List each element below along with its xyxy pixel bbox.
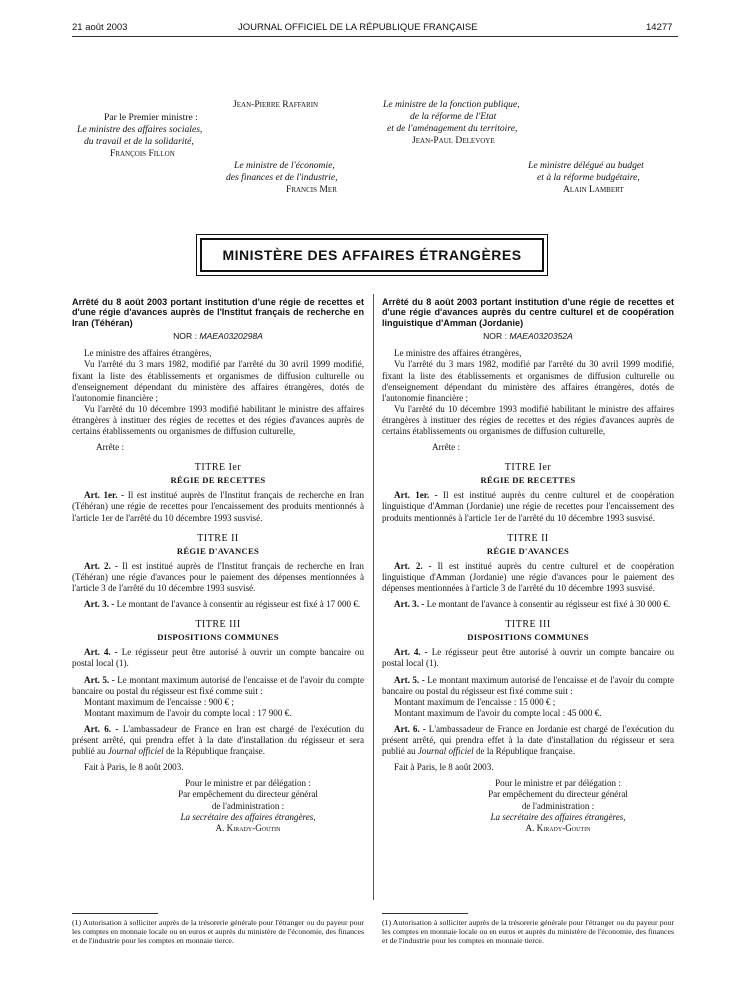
signature-fillon: François Fillon: [110, 148, 175, 159]
signature-par-pm: Par le Premier ministre :: [104, 112, 198, 123]
signature-mer: Francis Mer: [286, 184, 337, 195]
arrete-label: Arrête :: [432, 442, 461, 453]
article-6-text-end: de la République française.: [475, 746, 575, 757]
nor-label: NOR :: [173, 331, 197, 342]
article-5-text: Le montant maximum autorisé de l'encaisse et de l'avoir du compte bancaire ou postal du régisseur est fixé comme suit :: [382, 674, 674, 696]
article-6-text: L'ambassadeur de France en Iran est chargé de l'exécution du présent arrêté, qui prendra effet à la date d'installation du régisseur et sera publié au: [72, 723, 364, 757]
article-1: [72, 490, 364, 523]
signature-block: [132, 778, 364, 833]
signature-delevoye: Jean-Paul Delevoye: [412, 135, 495, 146]
nor-code: MAEA0320352A: [509, 331, 573, 342]
footnote-amman: (1) Autorisation à solliciter auprès de la trésorerie générale pour l'étranger ou du payeur pour les comptes en monnaie locale ou en euros et auprès du ministère de l'économie, des finances et de l'industrie pour les comptes en monnaie tierce.: [382, 918, 674, 946]
journal-officiel-ref: Journal officiel: [107, 746, 164, 757]
preamble-vu-1982: Vu l'arrêté du 3 mars 1982, modifié par l'arrêté du 30 avril 1999 modifié, fixant la liste des établissements et organismes de diffusion culturelle ou d'enseignement dépendant du ministère des affaires étrangères, dotés de l'autonomie financière ;: [382, 359, 674, 403]
header-rule: [72, 36, 678, 37]
arrete-label: Arrête :: [96, 442, 125, 453]
article-2-text: Il est institué auprès du centre culturel et de coopération linguistique d'Amman (Jordanie) une régie d'avances pour le paiement des dépenses mentionnées à l'article 3 de l'arrêté du 10 décembre 1993 susvisé.: [382, 560, 674, 593]
signature-budget-2: et à la réforme budgétaire,: [537, 172, 640, 183]
nor-code: MAEA0320298A: [199, 331, 263, 342]
article-2-label: Art. 2. -: [394, 560, 432, 571]
journal-officiel-ref: Journal officiel: [417, 746, 474, 757]
signature-aff-sociales-1: Le ministre des affaires sociales,: [77, 124, 203, 135]
signature-line-3: de l'administration :: [211, 800, 285, 811]
article-3: [382, 599, 674, 610]
signature-line-1: Pour le ministre et par délégation :: [495, 778, 621, 789]
signature-name: A. Kirady-Goutin: [215, 822, 281, 833]
signature-fonction-1: Le ministre de la fonction publique,: [383, 99, 520, 110]
signature-aff-sociales-2: du travail et de la solidarité,: [84, 136, 194, 147]
article-6-label: Art. 6. -: [84, 723, 119, 734]
header-page-number: 14277: [646, 22, 673, 33]
titre-3: TITRE III: [505, 619, 551, 631]
titre-1: TITRE Ier: [194, 462, 242, 474]
article-1-text: Il est institué auprès du centre culturel et de coopération linguistique d'Amman (Jordanie) une régie de recettes pour l'encaissement des produits mentionnés à l'article 1er de l'arrêté du 10 décembre 1993 susvisé.: [382, 490, 674, 523]
article-6-text-end: de la République française.: [165, 746, 265, 757]
titre-3-subtitle: DISPOSITIONS COMMUNES: [467, 632, 589, 643]
article-5-label: Art. 5. -: [84, 674, 115, 685]
decree-iran: [72, 297, 364, 834]
signature-name: A. Kirady-Goutin: [525, 822, 591, 833]
nor-label: NOR :: [483, 331, 507, 342]
signature-block: [442, 778, 674, 833]
article-2-label: Art. 2. -: [84, 560, 119, 571]
article-1-label: Art. 1er. -: [394, 490, 438, 501]
titre-1: TITRE Ier: [504, 462, 552, 474]
signature-line-4: La secrétaire des affaires étrangères,: [490, 811, 626, 822]
preamble-vu-1993: Vu l'arrêté du 10 décembre 1993 modifié habilitant le ministre des affaires étrangères à instituer des régies de recettes et des régies d'avances auprès de certains établissements ou organismes de diffusion culturelle,: [72, 403, 364, 436]
header-journal-title: JOURNAL OFFICIEL DE LA RÉPUBLIQUE FRANÇAISE: [238, 22, 478, 33]
titre-2: TITRE II: [197, 532, 239, 544]
footnote-rule: [72, 913, 158, 914]
decree-amman: [382, 297, 674, 834]
article-6: [382, 724, 674, 757]
signature-raffarin: Jean-Pierre Raffarin: [233, 99, 319, 110]
article-3-label: Art. 3. -: [84, 599, 115, 610]
article-3-label: Art. 3. -: [394, 599, 425, 610]
article-2: [382, 561, 674, 594]
article-1: [382, 490, 674, 523]
article-5-label: Art. 5. -: [394, 674, 425, 685]
ministry-heading: MINISTÈRE DES AFFAIRES ÉTRANGÈRES: [200, 238, 544, 272]
preamble-vu-1993: Vu l'arrêté du 10 décembre 1993 modifié habilitant le ministre des affaires étrangères à instituer des régies de recettes et des régies d'avances auprès de certains établissements ou organismes de diffusion culturelle,: [382, 403, 674, 436]
decree-title: Arrêté du 8 août 2003 portant institution d'une régie de recettes et d'une régie d'avances auprès du centre culturel et de coopération linguistique d'Amman (Jordanie): [382, 297, 674, 328]
signature-economie-2: des finances et de l'industrie,: [226, 172, 338, 183]
titre-2: TITRE II: [507, 532, 549, 544]
nor-reference: [72, 331, 364, 342]
footnote-iran: (1) Autorisation à solliciter auprès de la trésorerie générale pour l'étranger ou du payeur pour les comptes en monnaie locale ou en euros et auprès du ministère de l'économie, des finances et de l'industrie pour les comptes en monnaie tierce.: [72, 918, 364, 946]
max-avoir: Montant maximum de l'avoir du compte local : 45 000 €.: [394, 707, 602, 718]
max-encaisse: Montant maximum de l'encaisse : 15 000 € ;: [394, 696, 556, 707]
signature-line-2: Par empêchement du directeur général: [178, 789, 318, 800]
article-4-text: Le régisseur peut être autorisé à ouvrir un compte bancaire ou postal local (1).: [72, 647, 364, 669]
titre-3: TITRE III: [195, 619, 241, 631]
fait-a-paris: Fait à Paris, le 8 août 2003.: [394, 762, 494, 773]
article-1-text: Il est institué auprès de l'Institut français de recherche en Iran (Téhéran) une régie de recettes pour l'encaissement des produits mentionnés à l'article 1er de l'arrêté du 10 décembre 1993 susvisé.: [72, 490, 364, 523]
max-encaisse: Montant maximum de l'encaisse : 900 € ;: [84, 696, 234, 707]
signature-lambert: Alain Lambert: [563, 184, 624, 195]
article-4: [72, 647, 364, 669]
article-4-label: Art. 4. -: [394, 647, 428, 658]
article-3: [72, 599, 364, 610]
article-6: [72, 724, 364, 757]
signature-budget-1: Le ministre délégué au budget: [528, 160, 644, 171]
signature-line-3: de l'administration :: [521, 800, 595, 811]
article-2: [72, 561, 364, 594]
footnote-rule: [382, 913, 468, 914]
decree-title: Arrêté du 8 août 2003 portant institution d'une régie de recettes et d'une régie d'avances auprès de l'Institut français de recherche en Iran (Téhéran): [72, 297, 364, 328]
article-2-text: Il est institué auprès de l'Institut français de recherche en Iran (Téhéran) une régie d'avances pour le paiement des dépenses mentionnées à l'article 3 de l'arrêté du 10 décembre 1993 susvisé.: [72, 560, 364, 593]
titre-1-subtitle: RÉGIE DE RECETTES: [480, 475, 576, 486]
article-5-text: Le montant maximum autorisé de l'encaisse et de l'avoir du compte bancaire ou postal du régisseur est fixé comme suit :: [72, 674, 364, 696]
article-5: [382, 675, 674, 697]
article-5: [72, 675, 364, 697]
fait-a-paris: Fait à Paris, le 8 août 2003.: [84, 762, 184, 773]
header-date: 21 août 2003: [72, 22, 128, 33]
preamble-minister: Le ministre des affaires étrangères,: [394, 348, 522, 359]
signature-line-1: Pour le ministre et par délégation :: [185, 778, 311, 789]
article-4-text: Le régisseur peut être autorisé à ouvrir un compte bancaire ou postal local (1).: [382, 647, 674, 669]
preamble-minister: Le ministre des affaires étrangères,: [84, 348, 212, 359]
article-3-text: Le montant de l'avance à consentir au régisseur est fixé à 17 000 €.: [116, 599, 361, 610]
signature-economie-1: Le ministre de l'économie,: [234, 160, 335, 171]
article-6-text: L'ambassadeur de France en Jordanie est chargé de l'exécution du présent arrêté, qui prendra effet à la date d'installation du régisseur et sera publié au: [382, 723, 674, 757]
signature-line-4: La secrétaire des affaires étrangères,: [180, 811, 316, 822]
column-divider: [373, 294, 374, 900]
article-3-text: Le montant de l'avance à consentir au régisseur est fixé à 30 000 €.: [426, 599, 671, 610]
preamble-vu-1982: Vu l'arrêté du 3 mars 1982, modifié par l'arrêté du 30 avril 1999 modifié, fixant la liste des établissements et organismes de diffusion culturelle ou d'enseignement dépendant du ministère des affaires étrangères, dotés de l'autonomie financière ;: [72, 359, 364, 403]
signature-line-2: Par empêchement du directeur général: [488, 789, 628, 800]
titre-1-subtitle: RÉGIE DE RECETTES: [170, 475, 266, 486]
signature-fonction-2: de la réforme de l'Etat: [410, 111, 497, 122]
article-4-label: Art. 4. -: [84, 647, 118, 658]
article-4: [382, 647, 674, 669]
titre-2-subtitle: RÉGIE D'AVANCES: [486, 545, 570, 556]
max-avoir: Montant maximum de l'avoir du compte local : 17 900 €.: [84, 707, 292, 718]
titre-3-subtitle: DISPOSITIONS COMMUNES: [157, 632, 279, 643]
nor-reference: [382, 331, 674, 342]
article-1-label: Art. 1er. -: [84, 490, 125, 501]
signature-fonction-3: et de l'aménagement du territoire,: [387, 123, 518, 134]
titre-2-subtitle: RÉGIE D'AVANCES: [176, 545, 260, 556]
article-6-label: Art. 6. -: [394, 723, 426, 734]
